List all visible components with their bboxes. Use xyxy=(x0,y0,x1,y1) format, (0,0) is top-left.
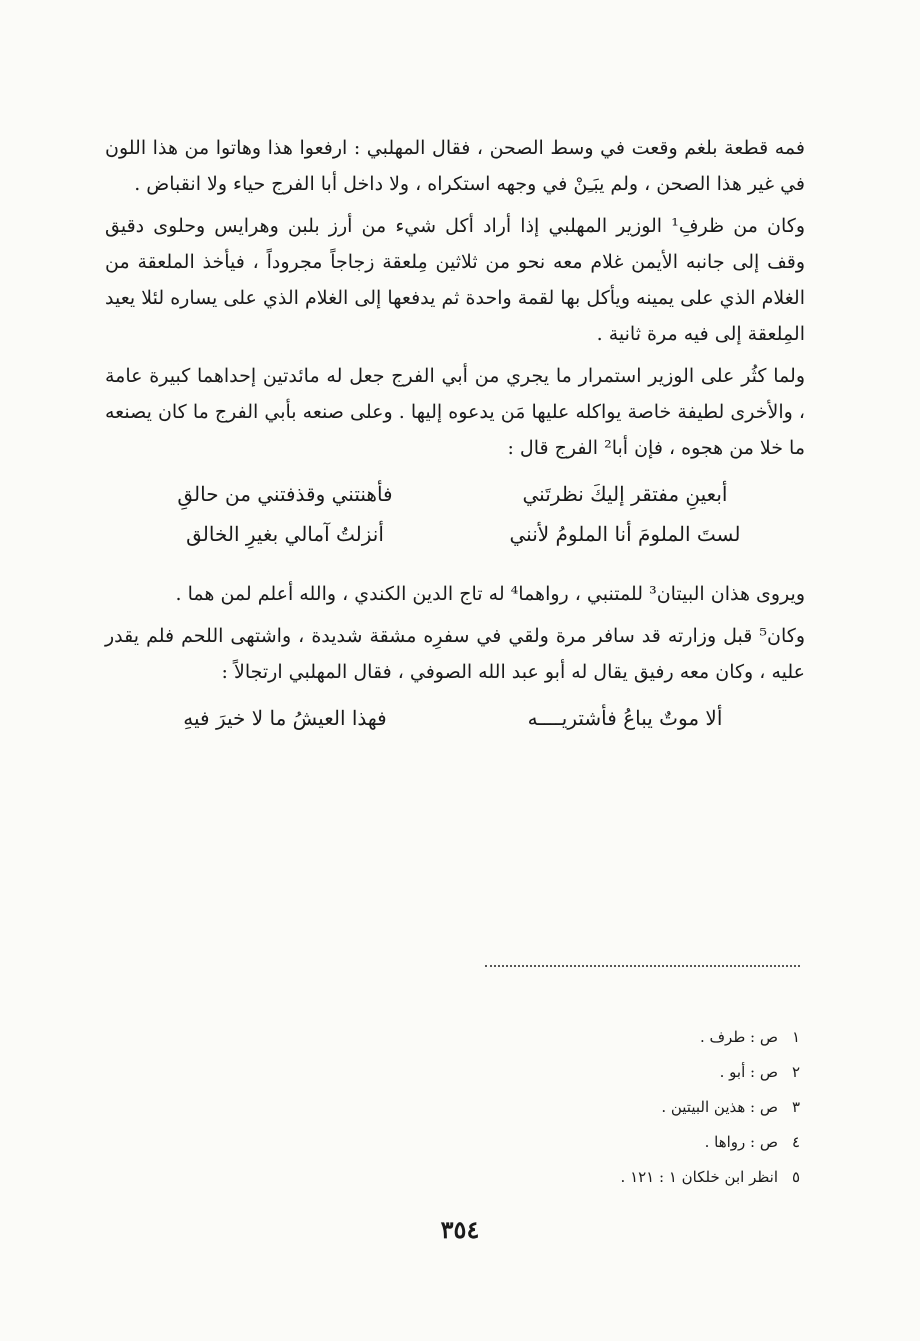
verse-line xyxy=(105,698,805,738)
main-text xyxy=(105,130,805,760)
footnote-text: ص : طرف . xyxy=(699,1028,778,1046)
verse-first-hemistich: أبعينِ مفتقر إليكَ نظرتَني xyxy=(522,482,728,506)
footnote xyxy=(420,1160,800,1195)
footnote-text: انظر ابن خلكان ١ : ١٢١ . xyxy=(620,1168,778,1186)
footnote-text: ص : أبو . xyxy=(719,1063,778,1081)
paragraph: فمه قطعة بلغم وقعت في وسط الصحن ، فقال المهلبي : ارفعوا هذا وهاتوا من هذا اللون في غير هذا الصحن ، ولم يبَـِنْ في وجهه استكراه ، ولا داخل أبا الفرج حياء ولا انقباض . xyxy=(105,137,805,195)
footnote-divider xyxy=(485,965,800,967)
verse-line xyxy=(105,474,805,514)
verse-first-hemistich: لستَ الملومَ أنا الملومُ لأنني xyxy=(509,522,741,546)
footnote-number: ٢ xyxy=(791,1063,800,1081)
poem-verses xyxy=(105,698,805,738)
footnote-text: ص : هذين البيتين . xyxy=(661,1098,778,1116)
verse-second-hemistich: أنزلتُ آمالي بغيرِ الخالق xyxy=(186,522,384,546)
footnote xyxy=(420,1020,800,1055)
paragraph: ويروى هذان البيتان³ للمتنبي ، رواهما⁴ له تاج الدين الكندي ، والله أعلم لمن هما . xyxy=(175,583,805,605)
footnote xyxy=(420,1125,800,1160)
verse-second-hemistich: فأهنتني وقذفتني من حالقِ xyxy=(177,482,393,506)
footnote-number: ٥ xyxy=(791,1168,800,1186)
paragraph: ولما كثُر على الوزير استمرار ما يجري من أبي الفرج جعل له مائدتين إحداهما كبيرة عامة ، والأخرى لطيفة خاصة يواكله عليها مَن يدعوه إليها . وعلى صنعه بأبي الفرج ما كان يصنعه ما خلا من هجوه ، فإن أبا² الفرج قال : xyxy=(105,365,805,459)
poem-verses xyxy=(105,474,805,554)
footnote xyxy=(420,1055,800,1090)
footnote-number: ٤ xyxy=(791,1133,800,1151)
paragraph: وكان من ظرفِ¹ الوزير المهلبي إذا أراد أكل شيء من أرز بلبن وهرايس وحلوى دقيق وقف إلى جانبه الأيمن غلام معه نحو من ثلاثين مِلعقة زجاجاً مجروداً ، فيأخذ الملعقة من الغلام الذي على يمينه ويأكل بها لقمة واحدة ثم يدفعها إلى الغلام الذي على يساره لئلا يعيد المِلعقة إلى فيه مرة ثانية . xyxy=(105,215,806,345)
verse-first-hemistich: ألا موتٌ يباعُ فأشتريــــه xyxy=(527,706,723,730)
paragraph: وكان⁵ قبل وزارته قد سافر مرة ولقي في سفرِه مشقة شديدة ، واشتهى اللحم فلم يقدر عليه ، وكان معه رفيق يقال له أبو عبد الله الصوفي ، فقال المهلبي ارتجالاً : xyxy=(105,625,805,683)
footnote xyxy=(420,1090,800,1125)
page-number: ٣٥٤ xyxy=(440,1215,480,1244)
footnote-text: ص : رواها . xyxy=(704,1133,778,1151)
verse-line xyxy=(105,514,805,554)
footnotes xyxy=(420,1020,800,1195)
footnote-number: ١ xyxy=(791,1028,800,1046)
verse-second-hemistich: فهذا العيشُ ما لا خيرَ فيهِ xyxy=(183,706,387,730)
footnote-number: ٣ xyxy=(791,1098,800,1116)
